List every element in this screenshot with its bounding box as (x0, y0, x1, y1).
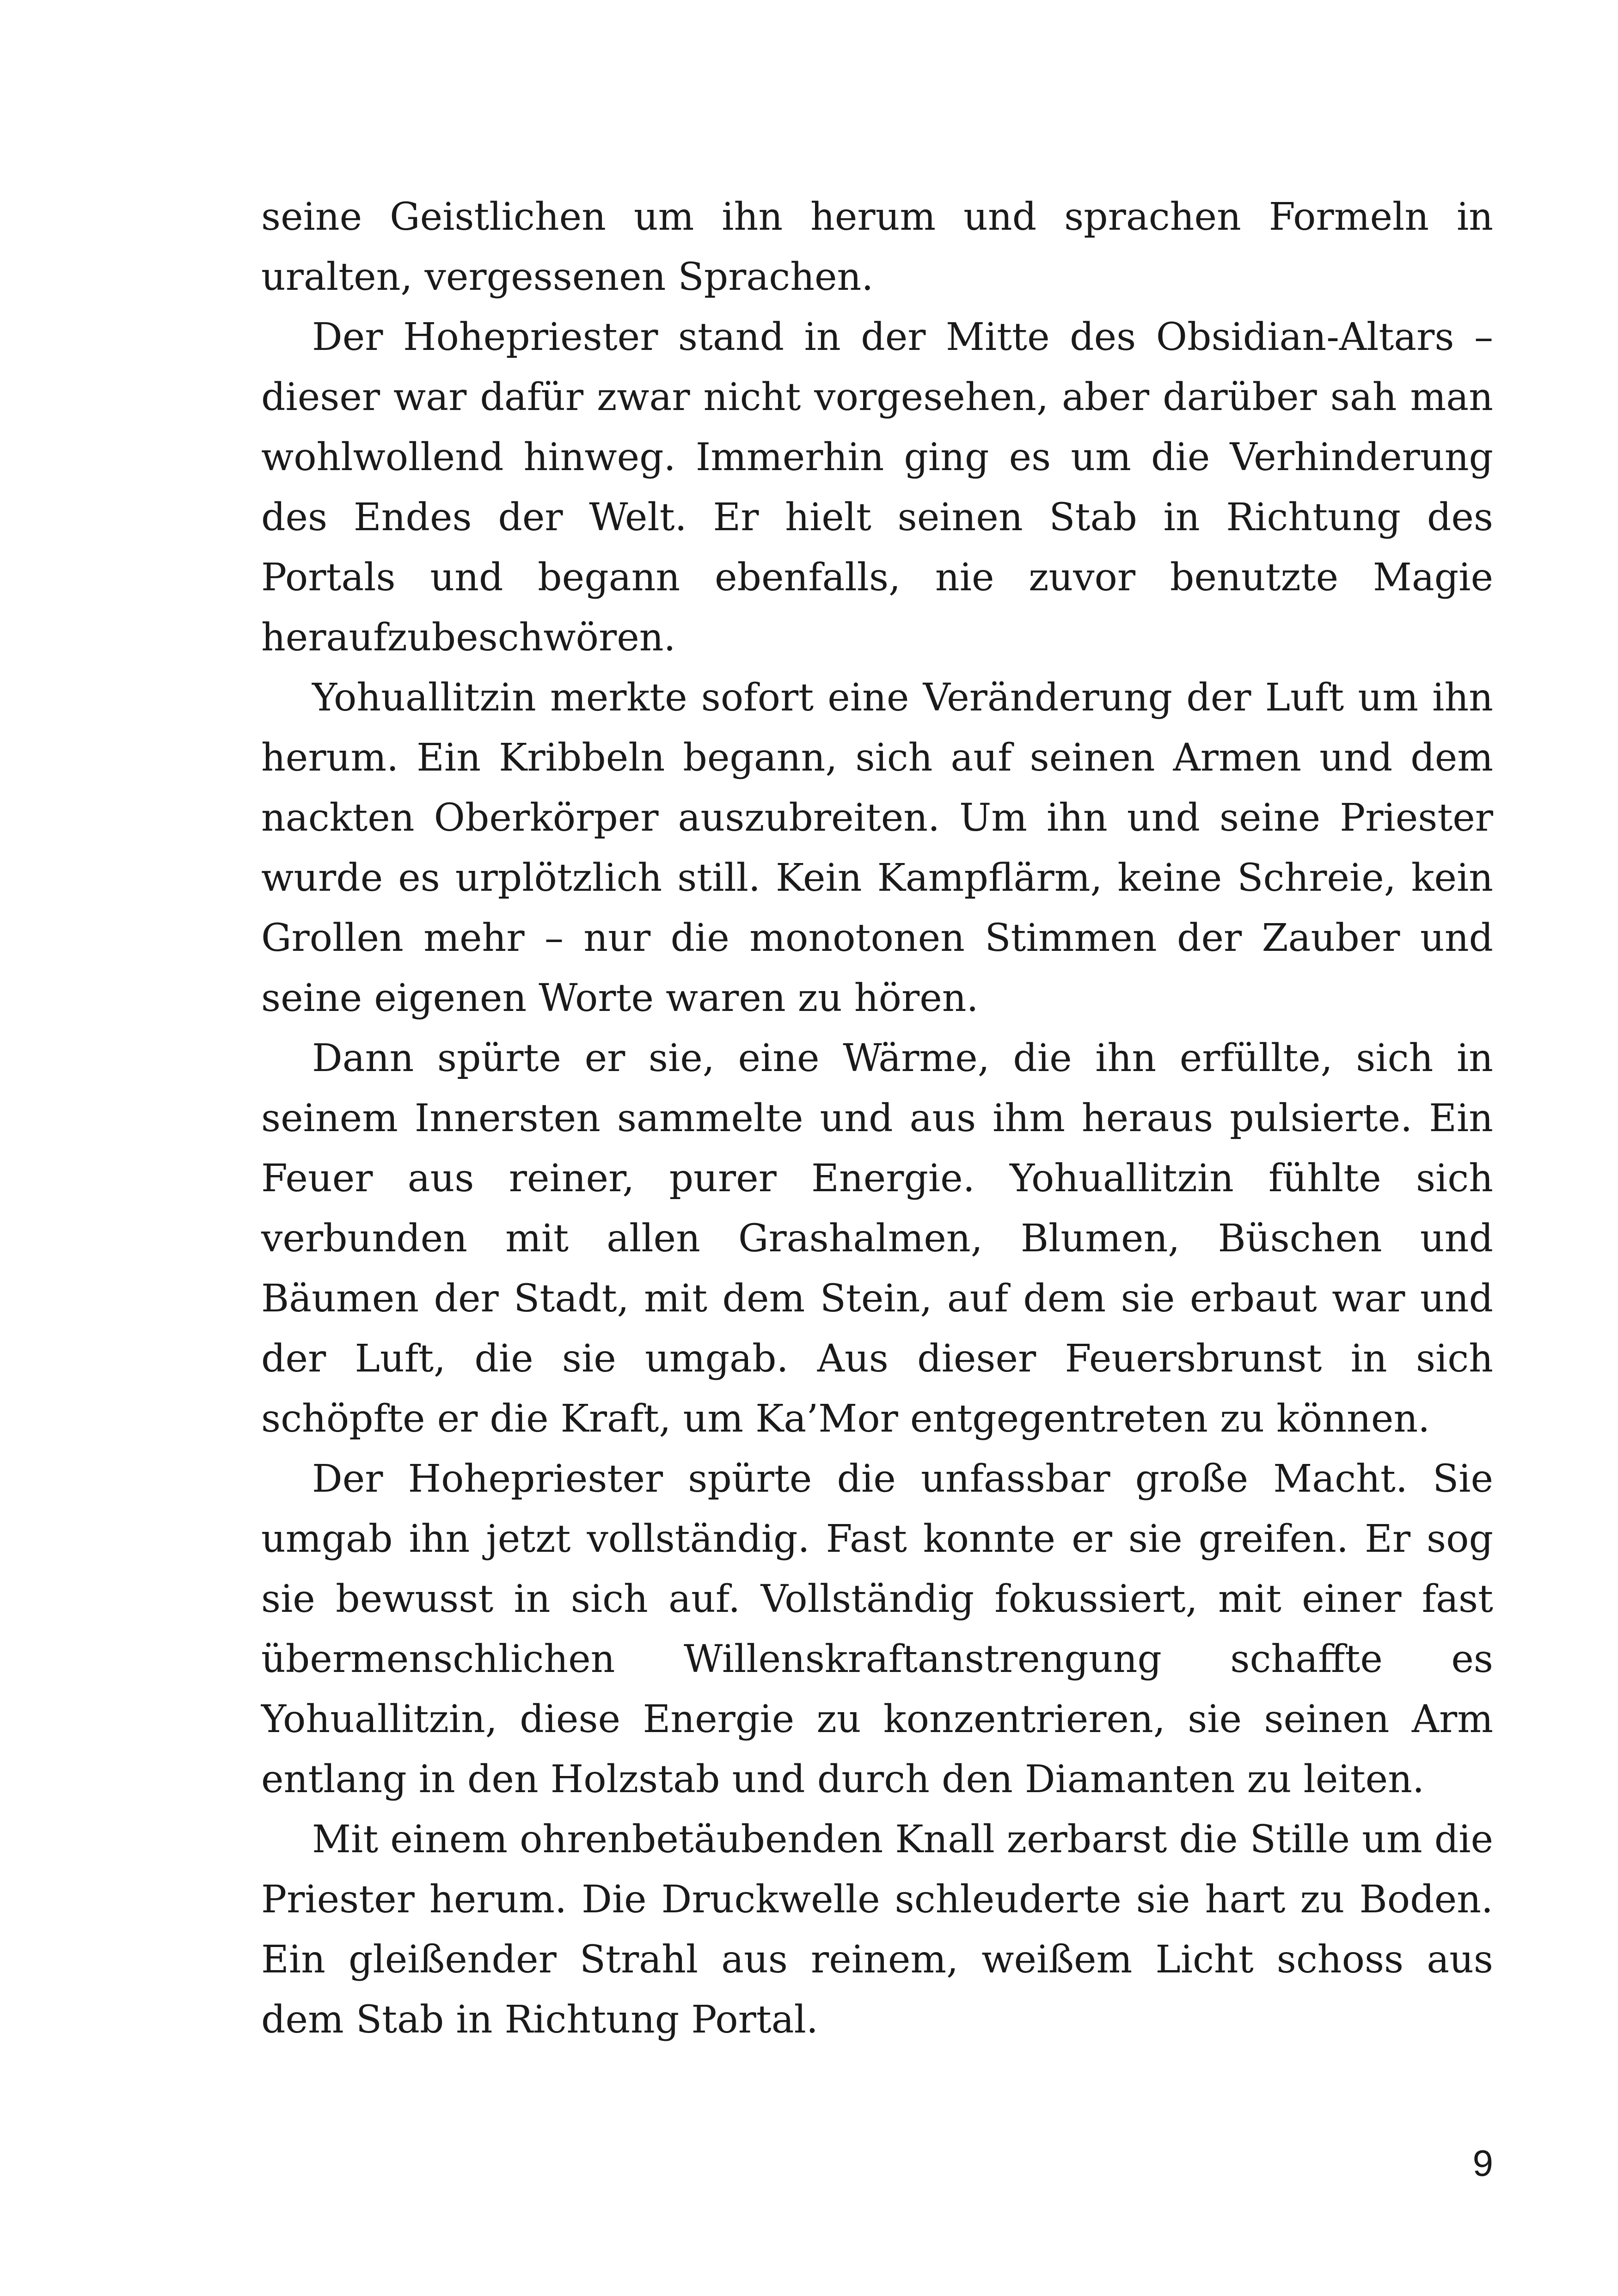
page-number: 9 (1472, 2143, 1493, 2184)
paragraph: Der Hohepriester stand in der Mitte des Obsidian-Altars – dieser war dafür zwar nicht vorgesehen, aber darüber sah man wohlwollend hinweg. Immerhin ging es um die Verhinderung des Endes der Welt. Er hielt seinen Stab in Richtung des Portals und begann ebenfalls, nie zuvor benutzte Magie heraufzubeschwören. (261, 315, 1493, 660)
paragraph: Yohuallitzin merkte sofort eine Veränderung der Luft um ihn herum. Ein Kribbeln begann, sich auf seinen Armen und dem nackten Oberkörper auszubreiten. Um ihn und seine Priester wurde es urplötzlich still. Kein Kampflärm, keine Schreie, kein Grollen mehr – nur die monotonen Stimmen der Zauber und seine eigenen Worte waren zu hören. (261, 676, 1493, 1020)
paragraph: Dann spürte er sie, eine Wärme, die ihn erfüllte, sich in seinem Innersten sammelte und aus ihm heraus pulsierte. Ein Feuer aus reiner, purer Energie. Yohuallitzin fühlte sich verbunden mit allen Grashalmen, Blumen, Büschen und Bäumen der Stadt, mit dem Stein, auf dem sie erbaut war und der Luft, die sie umgab. Aus dieser Feuersbrunst in sich schöpfte er die Kraft, um Ka’Mor entgegentreten zu können. (261, 1036, 1493, 1441)
paragraph: Der Hohepriester spürte die unfassbar große Macht. Sie umgab ihn jetzt vollständig. Fast konnte er sie greifen. Er sog sie bewusst in sich auf. Vollständig fokussiert, mit einer fast übermenschlichen Willenskraftanstrengung schaffte es Yohuallitzin, diese Energie zu konzentrieren, sie seinen Arm entlang in den Holzstab und durch den Diamanten zu leiten. (261, 1457, 1493, 1801)
body-text (261, 187, 1493, 2050)
paragraph: Mit einem ohrenbetäubenden Knall zerbarst die Stille um die Priester herum. Die Druckwelle schleuderte sie hart zu Boden. Ein gleißender Strahl aus reinem, weißem Licht schoss aus dem Stab in Richtung Portal. (261, 1818, 1493, 2042)
paragraph: seine Geistlichen um ihn herum und sprachen Formeln in uralten, vergessenen Sprachen. (261, 195, 1493, 299)
